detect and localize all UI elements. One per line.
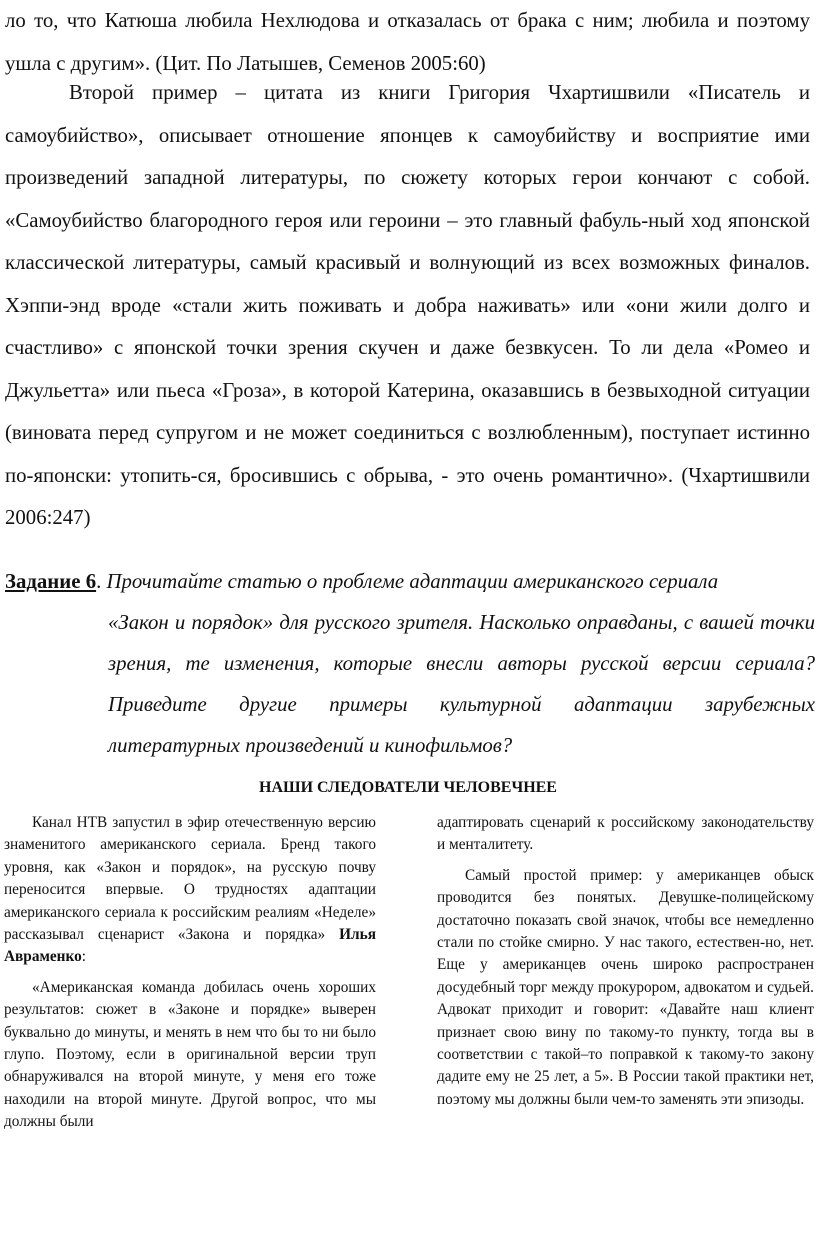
task-label: Задание 6 (5, 570, 97, 593)
task-text: «Закон и порядок» для русского зрителя. Насколько оправданы, с вашей точки зрения, те изменения, которые внесли авторы русской версии сериала? Приведите другие примеры культурной адаптации зарубежных литературных произведений и кинофильмов? (108, 611, 815, 757)
article-paragraph: адаптировать сценарий к российскому законодательству и менталитету. (437, 814, 814, 854)
task-first-line (5, 561, 815, 602)
quote-ending-paragraph: ло то, что Катюша любила Нехлюдова и отказалась от брака с ним; любила и поэтому ушла с другим». (Цит. По Латышев, Семенов 2005:60) (5, 9, 810, 75)
article-right-column (437, 812, 814, 1119)
article-title: НАШИ СЛЕДОВАТЕЛИ ЧЕЛОВЕЧНЕЕ (259, 779, 557, 796)
article-paragraph: Самый простой пример: у американцев обыск проводится без понятых. Девушке-полицейскому достаточно показать свой значок, чтобы все немедленно стали по стойке смирно. У нас такого, естествен-но, нет. Еще у американцев очень широко распространен досудебный торг между прокурором, адвокатом и судьей. Адвокат приходит и говорит: «Давайте наш клиент признает свою вину по такому-то пункту, тогда вы в соответствии с такой–то поправкой к такому-то закону дадите ему не 25 лет, а 5». В России такой практики нет, поэтому мы должны были чем-то заменять эти эпизоды. (437, 866, 814, 1108)
task-separator: . (96, 570, 107, 593)
article-intro-text: Канал НТВ запустил в эфир отечественную версию знаменитого американского сериала. Бренд такого уровня, как «Закон и порядок», на русскую почву переносится впервые. О трудностях адаптации американского сериала к российским реалиям «Неделе» рассказывал сценарист «Закона и порядка» (4, 814, 376, 944)
task-first-line-text: Прочитайте статью о проблеме адаптации американского сериала (106, 570, 719, 593)
author-name: Илья Авраменко (4, 926, 376, 966)
article-paragraph: «Американская команда добилась очень хороших результатов: сюжет в «Законе и порядке» выверен буквально до минуты, и менять в нем что бы то ни было глупо. Поэтому, если в оригинальной версии труп обнаруживался на второй минуте, у меня его тоже находили на второй минуте. Другой вопрос, что мы должны были (4, 978, 376, 1131)
second-example-paragraph: Второй пример – цитата из книги Григория Чхартишвили «Писатель и самоубийство», описывает отношение японцев к самоубийству и восприятие ими произведений западной литературы, по сюжету которых герои кончают с собой. «Самоубийство благородного героя или героини – это главный фабуль-ный ход японской классической литературы, самый красивый и волнующий из всех возможных финалов. Хэппи-энд вроде «стали жить поживать и добра наживать» или «они жили долго и счастливо» с японской точки зрения скучен и даже безвкусен. То ли дела «Ромео и Джульетта» или пьеса «Гроза», в которой Катерина, оказавшись в безвыходной ситуации (виновата перед супругом и не может соединиться с возлюбленным), поступает истинно по-японски: утопить-ся, бросившись с обрыва, - это очень романтично». (Чхартишвили 2006:247) (5, 81, 810, 529)
article-left-column (4, 812, 376, 1142)
task-block (5, 561, 815, 766)
intro-colon: : (81, 948, 86, 966)
article-paragraph (4, 812, 376, 969)
